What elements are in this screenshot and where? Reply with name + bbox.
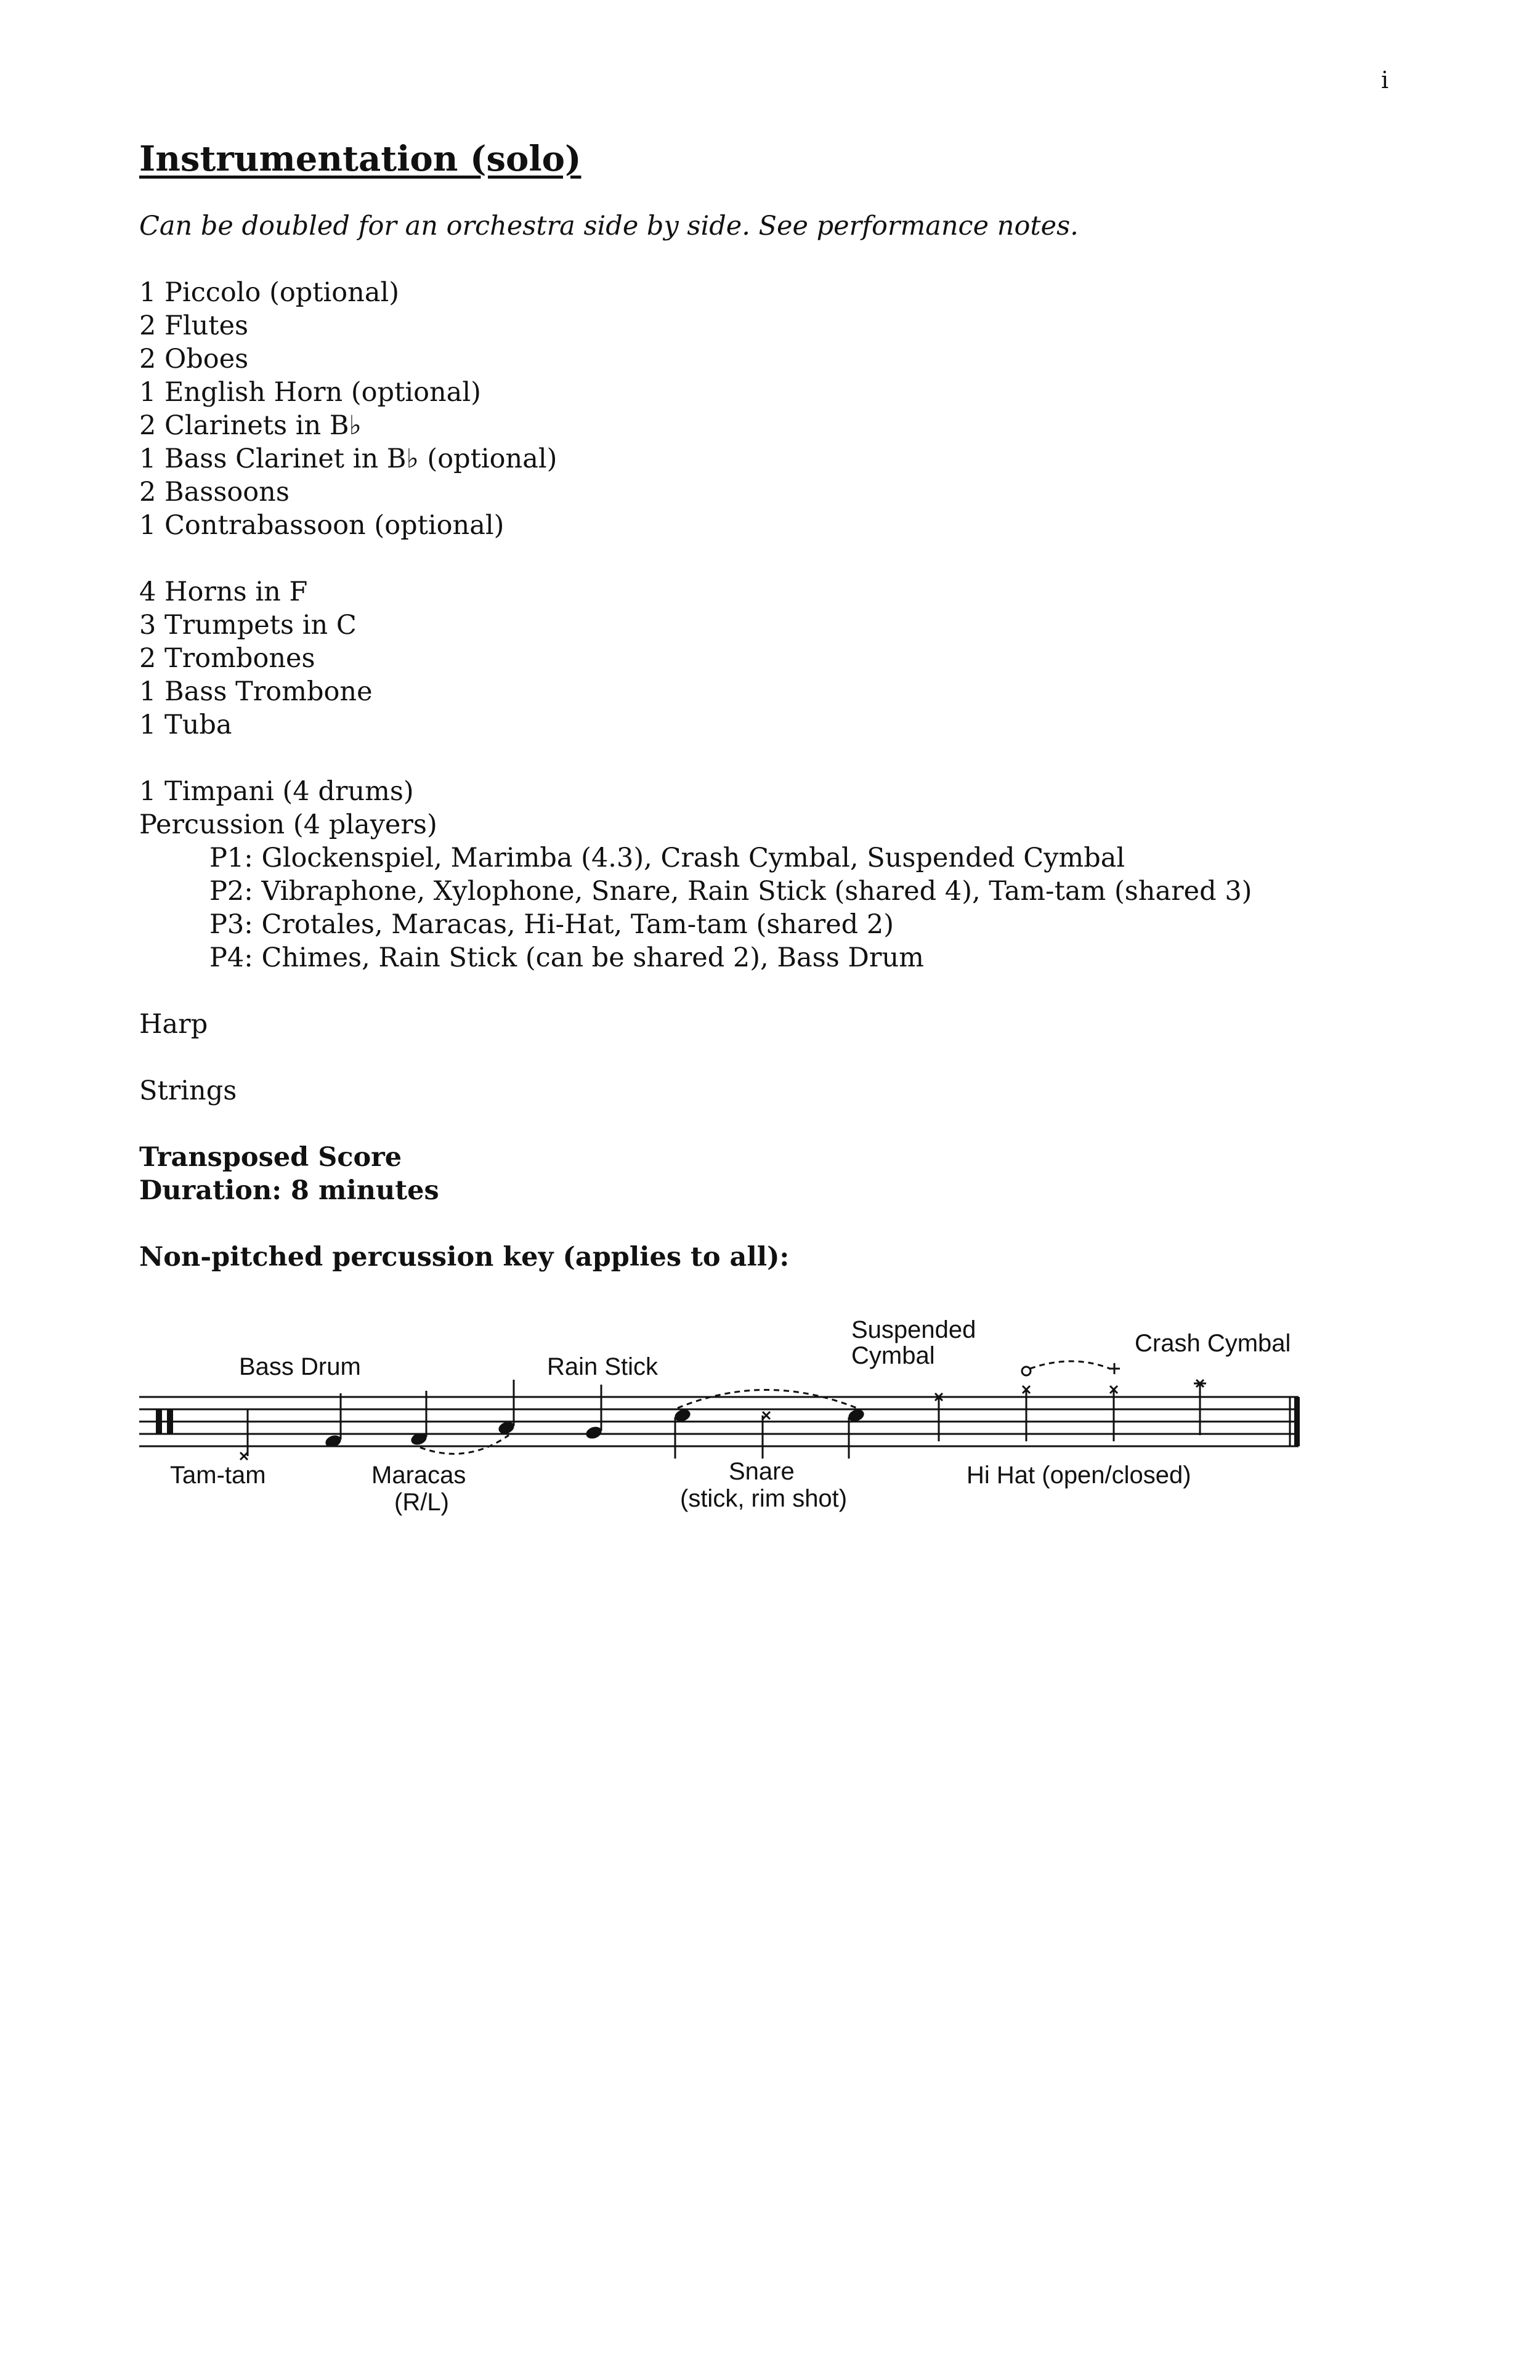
page-number: i: [1381, 67, 1389, 94]
maracas-note-l: [497, 1380, 516, 1436]
instrument-item: 1 Piccolo (optional): [139, 277, 400, 308]
instrument-item: 2 Flutes: [139, 310, 249, 341]
percussion-player: P1: Glockenspiel, Marimba (4.3), Crash Cymbal, Suspended Cymbal: [209, 843, 1125, 873]
instrument-item: 2 Trombones: [139, 643, 315, 674]
suspended-cymbal-label: Cymbal: [851, 1342, 935, 1369]
maracas-sub-label: (R/L): [394, 1489, 449, 1516]
hi-hat-slur: [1030, 1361, 1110, 1369]
instrument-item: 2 Bassoons: [139, 477, 290, 508]
rain-stick-label: Rain Stick: [547, 1353, 659, 1380]
percussion-clef-icon: [167, 1409, 173, 1434]
instrument-item: 1 Tuba: [139, 710, 232, 740]
hi-hat-closed-note: [1109, 1363, 1120, 1441]
duration: Duration: 8 minutes: [139, 1175, 439, 1206]
snare-sub-label: (stick, rim shot): [680, 1485, 848, 1512]
snare-note-rim-shot: [763, 1412, 770, 1459]
crash-cymbal-label: Crash Cymbal: [1135, 1330, 1291, 1357]
rain-stick-note: [585, 1385, 604, 1441]
instrument-item: 1 English Horn (optional): [139, 377, 481, 408]
percussion-player: P2: Vibraphone, Xylophone, Snare, Rain Stick (shared 4), Tam-tam (shared 3): [209, 876, 1252, 907]
maracas-note-r: [410, 1391, 429, 1447]
percussion-heading: Percussion (4 players): [139, 809, 437, 840]
percussion-key-heading: Non-pitched percussion key (applies to all):: [139, 1242, 790, 1273]
strings-label: Strings: [139, 1075, 237, 1106]
percussion-player: P4: Chimes, Rain Stick (can be shared 2), Bass Drum: [209, 942, 924, 973]
hi-hat-open-note: [1022, 1367, 1031, 1441]
hi-hat-label: Hi Hat (open/closed): [967, 1462, 1191, 1489]
harp-label: Harp: [139, 1009, 208, 1040]
maracas-slur: [420, 1435, 509, 1454]
instrument-item: 2 Oboes: [139, 344, 249, 374]
instrument-item: 2 Clarinets in B♭: [139, 410, 362, 441]
instrument-item: 1 Bass Clarinet in B♭ (optional): [139, 443, 557, 474]
instrument-item: 3 Trumpets in C: [139, 610, 357, 641]
instrument-item: 1 Contrabassoon (optional): [139, 510, 505, 541]
snare-label: Snare: [729, 1458, 795, 1485]
maracas-label: Maracas: [371, 1462, 466, 1489]
instrument-item: 1 Bass Trombone: [139, 676, 373, 707]
subtitle: Can be doubled for an orchestra side by side. See performance notes.: [139, 211, 1079, 241]
bass-drum-label: Bass Drum: [239, 1353, 361, 1380]
score-type: Transposed Score: [139, 1142, 402, 1173]
suspended-cymbal-label: Suspended: [851, 1316, 976, 1343]
crash-cymbal-note: [1194, 1380, 1206, 1435]
snare-slur: [678, 1390, 860, 1409]
final-barline-thick: [1294, 1397, 1300, 1446]
percussion-clef-icon: [156, 1409, 162, 1434]
page-title: Instrumentation (solo): [139, 139, 582, 179]
percussion-player: P3: Crotales, Maracas, Hi-Hat, Tam-tam (shared 2): [209, 909, 894, 940]
instrument-item: 4 Horns in F: [139, 577, 308, 607]
timpani-item: 1 Timpani (4 drums): [139, 776, 414, 807]
tam-tam-label: Tam-tam: [170, 1462, 266, 1489]
